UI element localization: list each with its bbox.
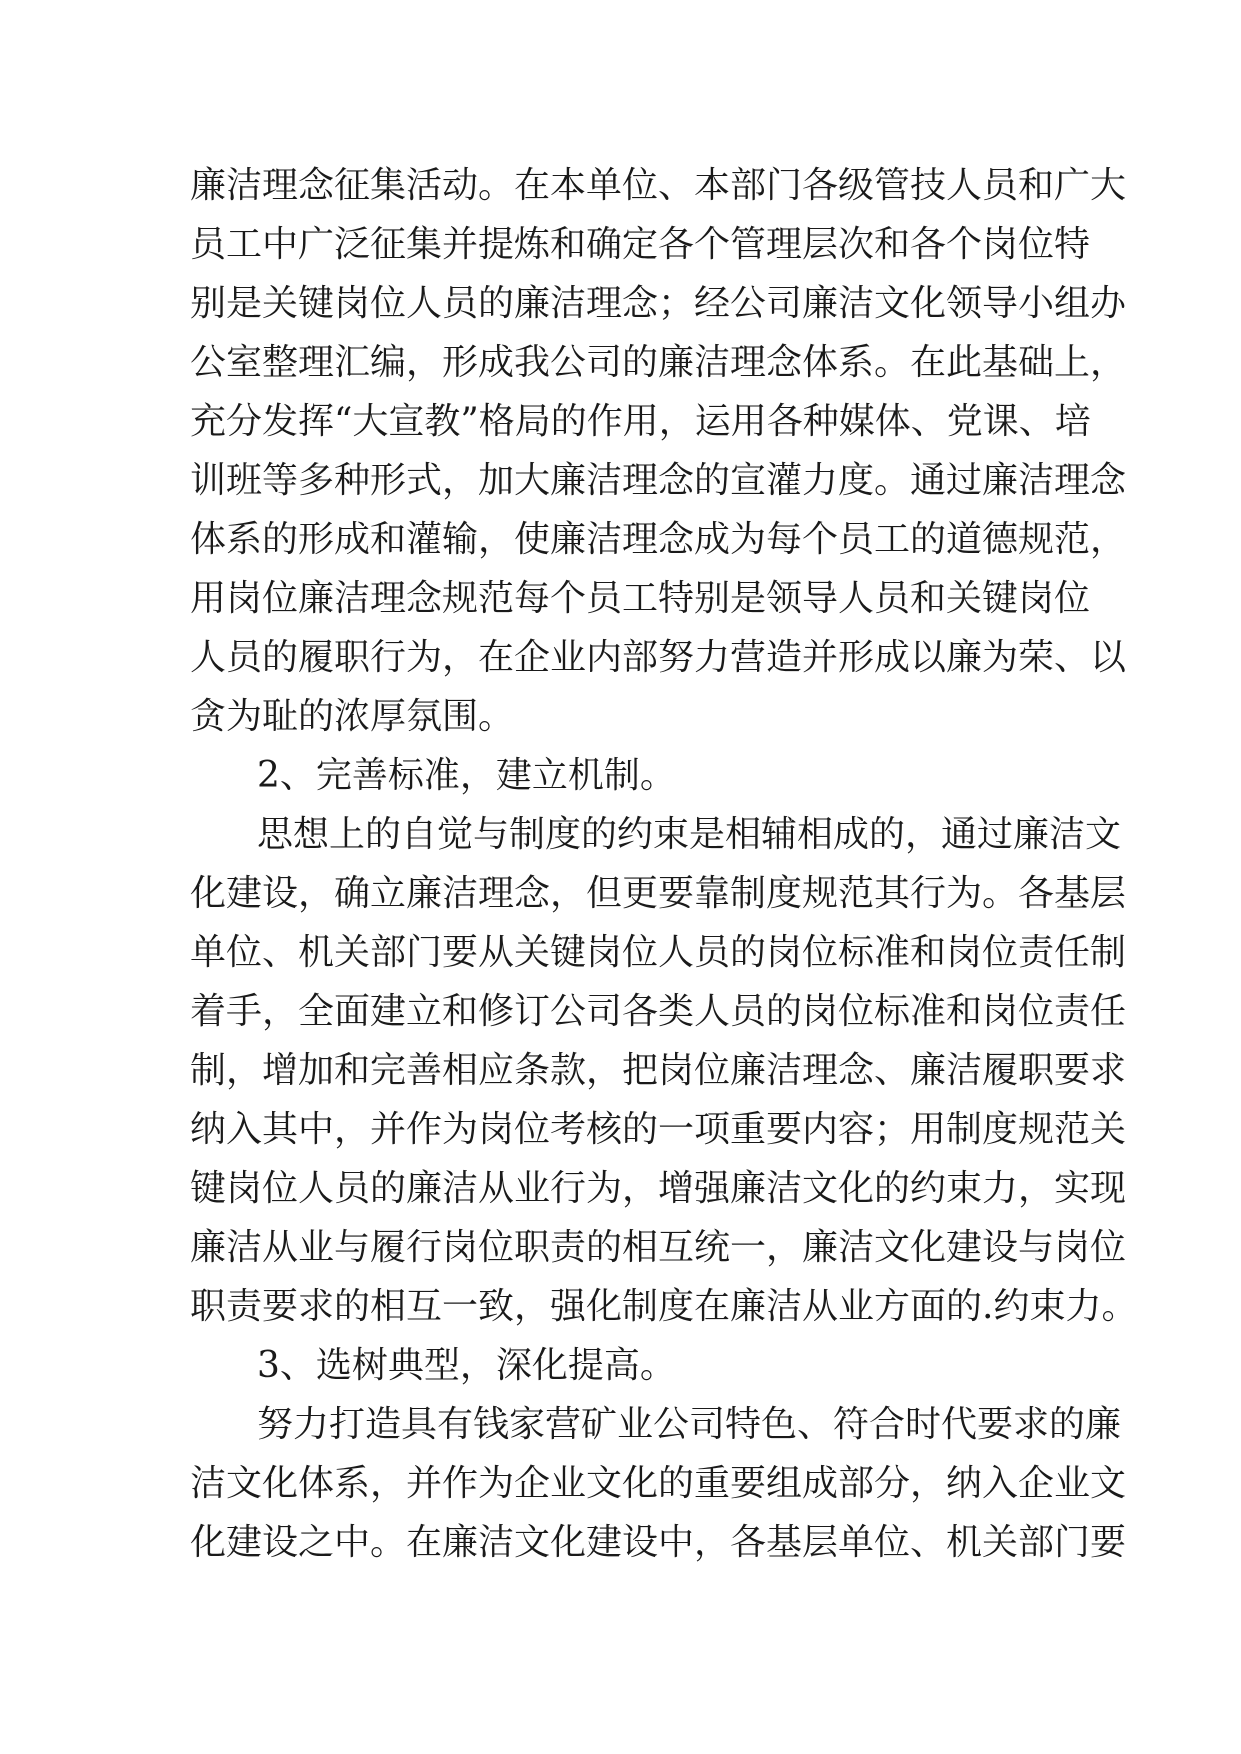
text-line: 键岗位人员的廉洁从业行为，增强廉洁文化的约束力，实现 xyxy=(190,1168,1127,1209)
section-heading: 3、选树典型，深化提高。 xyxy=(257,1345,676,1386)
text-line: 体系的形成和灌输，使廉洁理念成为每个员工的道德规范， xyxy=(190,519,1127,560)
text-line: 公室整理汇编，形成我公司的廉洁理念体系。在此基础上， xyxy=(190,342,1127,383)
paragraph-first-line: 思想上的自觉与制度的约束是相辅相成的，通过廉洁文 xyxy=(257,814,1122,855)
text-line: 洁文化体系，并作为企业文化的重要组成部分，纳入企业文 xyxy=(190,1463,1127,1504)
text-line: 廉洁从业与履行岗位职责的相互统一，廉洁文化建设与岗位 xyxy=(190,1227,1127,1268)
text-line: 廉洁理念征集活动。在本单位、本部门各级管技人员和广大 xyxy=(190,165,1127,206)
text-line: 着手，全面建立和修订公司各类人员的岗位标准和岗位责任 xyxy=(190,991,1127,1032)
text-line: 纳入其中，并作为岗位考核的一项重要内容；用制度规范关 xyxy=(190,1109,1127,1150)
text-line: 别是关键岗位人员的廉洁理念；经公司廉洁文化领导小组办 xyxy=(190,283,1127,324)
text-line: 训班等多种形式，加大廉洁理念的宣灌力度。通过廉洁理念 xyxy=(190,460,1127,501)
text-line: 化建设，确立廉洁理念，但更要靠制度规范其行为。各基层 xyxy=(190,873,1127,914)
text-line: 人员的履职行为，在企业内部努力营造并形成以廉为荣、以 xyxy=(190,637,1127,678)
text-line: 贪为耻的浓厚氛围。 xyxy=(190,696,515,737)
text-line: 员工中广泛征集并提炼和确定各个管理层次和各个岗位特 xyxy=(190,224,1091,265)
text-line: 单位、机关部门要从关键岗位人员的岗位标准和岗位责任制 xyxy=(190,932,1127,973)
paragraph-first-line: 努力打造具有钱家营矿业公司特色、符合时代要求的廉 xyxy=(257,1404,1122,1445)
text-line: 制，增加和完善相应条款，把岗位廉洁理念、廉洁履职要求 xyxy=(190,1050,1127,1091)
text-line: 充分发挥“大宣教”格局的作用，运用各种媒体、党课、培 xyxy=(190,401,1091,442)
text-line: 职责要求的相互一致，强化制度在廉洁从业方面的.约束力。 xyxy=(190,1286,1138,1327)
text-line: 化建设之中。在廉洁文化建设中，各基层单位、机关部门要 xyxy=(190,1522,1127,1563)
section-heading: 2、完善标准，建立机制。 xyxy=(257,755,676,796)
text-line: 用岗位廉洁理念规范每个员工特别是领导人员和关键岗位 xyxy=(190,578,1091,619)
